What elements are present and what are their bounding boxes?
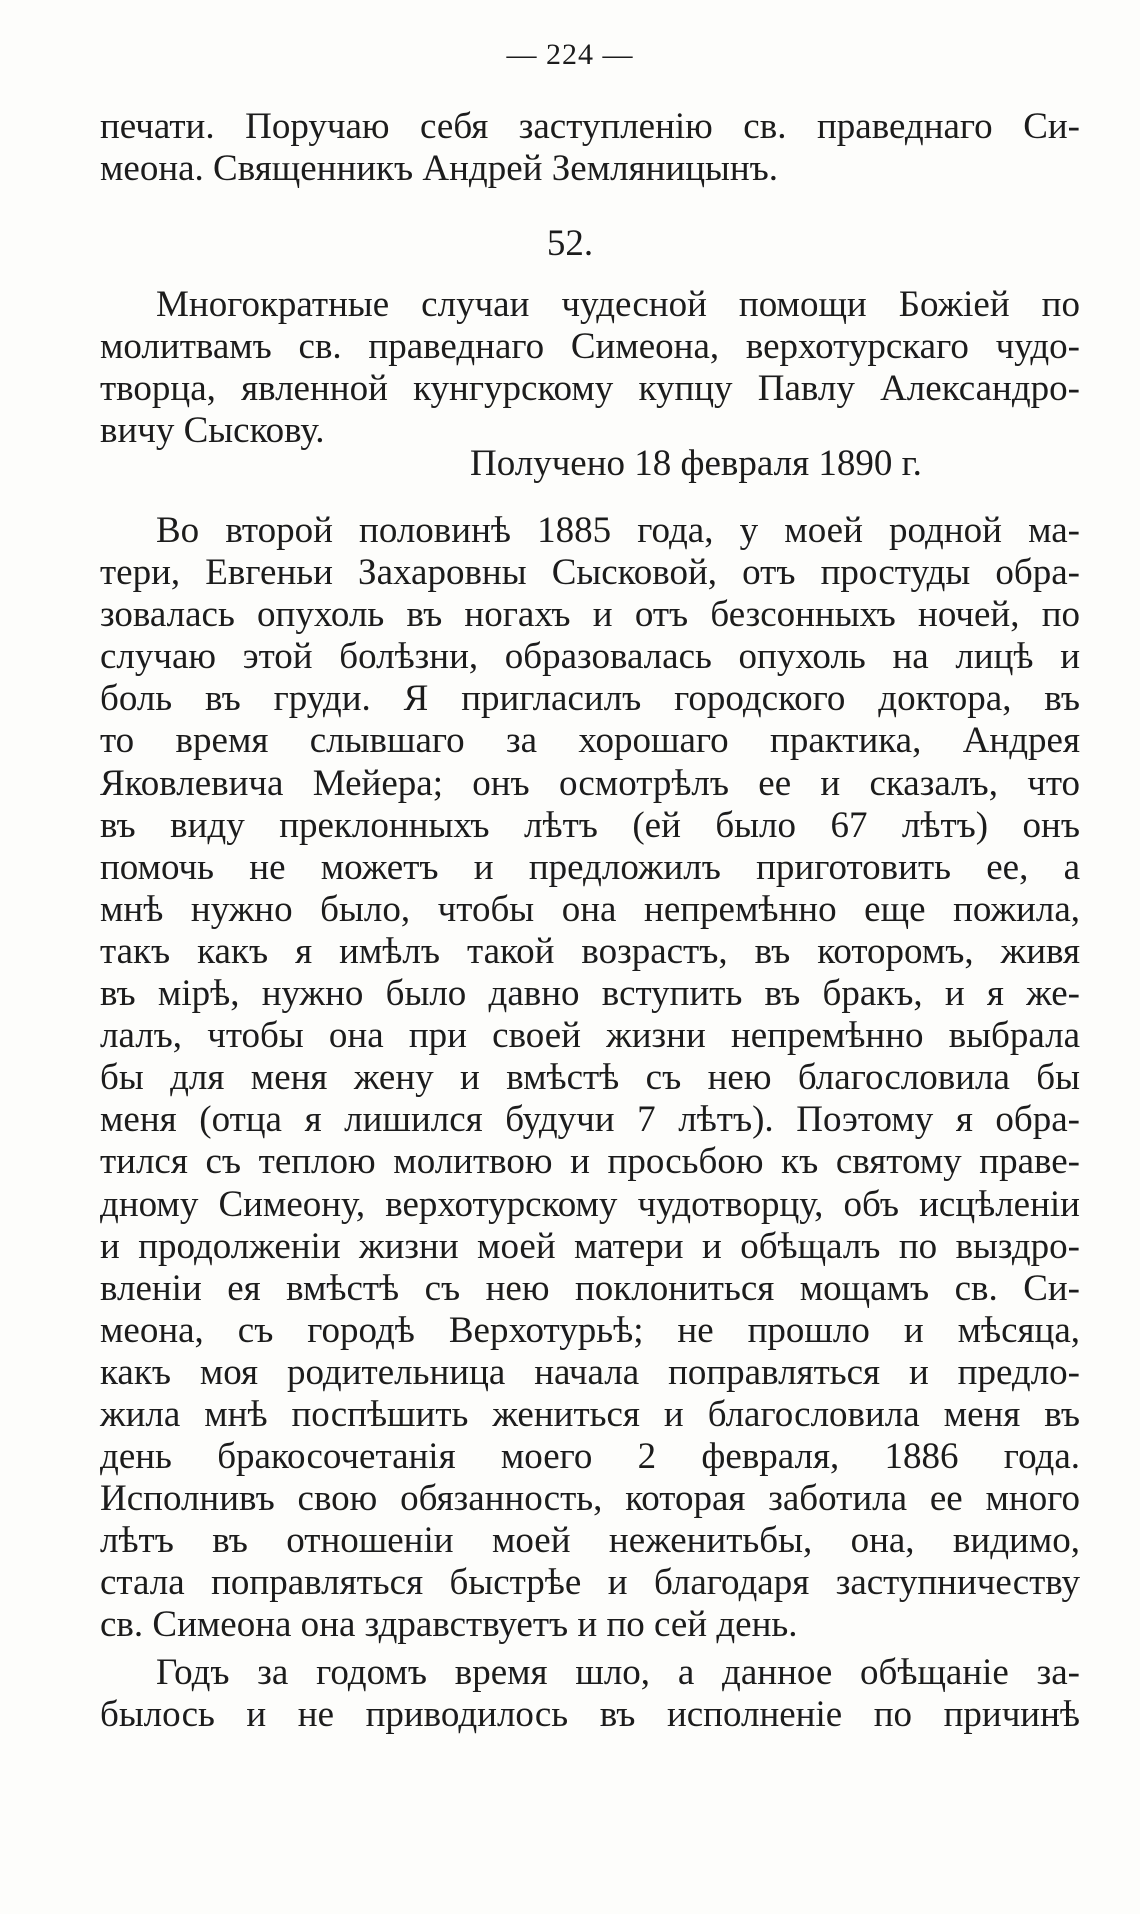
- text-line: день бракосочетанія моего 2 февраля, 1886 года.: [100, 1436, 1080, 1478]
- text-line: вленіи ея вмѣстѣ съ нею поклониться мощамъ св. Си-: [100, 1267, 1080, 1309]
- text-line: тери, Евгеньи Захаровны Сысковой, отъ простуды обра-: [100, 552, 1080, 594]
- text-line: такъ какъ я имѣлъ такой возрастъ, въ которомъ, живя: [100, 930, 1080, 972]
- last-paragraph: [100, 1652, 1080, 1736]
- text-line: тился съ теплою молитвою и просьбою къ святому праве-: [100, 1141, 1080, 1183]
- section-number: 52.: [546, 223, 594, 264]
- main-paragraph: [100, 510, 1080, 1647]
- text-line: бы для меня жену и вмѣстѣ съ нею благословила бы: [100, 1057, 1080, 1099]
- text-line: жила мнѣ поспѣшить жениться и благословила меня въ: [100, 1393, 1080, 1435]
- text-line: меня (отца я лишился будучи 7 лѣтъ). Поэтому я обра-: [100, 1099, 1080, 1141]
- text-line: помочь не можетъ и предложилъ приготовить ее, а: [100, 846, 1080, 888]
- text-line: печати. Поручаю себя заступленію св. праведнаго Си-: [100, 106, 1080, 147]
- top-paragraph: [100, 106, 1080, 190]
- text-line: Исполнивъ свою обязанность, которая заботила ее много: [100, 1478, 1080, 1520]
- text-line: Яковлевича Мейера; онъ осмотрѣлъ ее и сказалъ, что: [100, 762, 1080, 804]
- text-line: Годъ за годомъ время шло, а данное обѣщаніе за-: [156, 1652, 1080, 1693]
- text-line: былось и не приводилось въ исполненіе по причинѣ: [100, 1694, 1080, 1736]
- text-line: молитвамъ св. праведнаго Симеона, верхотурскаго чудо-: [100, 326, 1080, 368]
- text-line: Во второй половинѣ 1885 года, у моей родной ма-: [156, 510, 1080, 551]
- text-line: лѣтъ въ отношеніи моей неженитьбы, она, видимо,: [100, 1520, 1080, 1562]
- received-date: Получено 18 февраля 1890 г.: [470, 443, 922, 484]
- text-line: вичу Сыскову.: [100, 410, 325, 452]
- text-line: меона. Священникъ Андрей Земляницынъ.: [100, 148, 779, 190]
- section-heading: [100, 284, 1080, 452]
- text-line: меона, съ городѣ Верхотурьѣ; не прошло и мѣсяца,: [100, 1309, 1080, 1351]
- text-line: то время слывшаго за хорошаго практика, Андрея: [100, 720, 1080, 762]
- text-line: лалъ, чтобы она при своей жизни непремѣнно выбрала: [100, 1015, 1080, 1057]
- text-line: зовалась опухоль въ ногахъ и отъ безсонныхъ ночей, по: [100, 594, 1080, 636]
- text-line: и продолженіи жизни моей матери и обѣщалъ по выздро-: [100, 1225, 1080, 1267]
- text-line: св. Симеона она здравствуетъ и по сей день.: [100, 1604, 798, 1646]
- text-line: Многократные случаи чудесной помощи Божіей по: [156, 284, 1080, 325]
- page-number: — 224 —: [506, 38, 634, 71]
- text-line: дному Симеону, верхотурскому чудотворцу, объ исцѣленіи: [100, 1183, 1080, 1225]
- text-line: въ мірѣ, нужно было давно вступить въ бракъ, и я же-: [100, 973, 1080, 1015]
- text-line: какъ моя родительница начала поправляться и предло-: [100, 1351, 1080, 1393]
- text-line: творца, явленной кунгурскому купцу Павлу Александро-: [100, 368, 1080, 410]
- text-line: въ виду преклонныхъ лѣтъ (ей было 67 лѣтъ) онъ: [100, 804, 1080, 846]
- text-line: стала поправляться быстрѣе и благодаря заступничеству: [100, 1562, 1080, 1604]
- text-line: боль въ груди. Я пригласилъ городского доктора, въ: [100, 678, 1080, 720]
- text-line: мнѣ нужно было, чтобы она непремѣнно еще пожила,: [100, 888, 1080, 930]
- text-line: случаю этой болѣзни, образовалась опухоль на лицѣ и: [100, 636, 1080, 678]
